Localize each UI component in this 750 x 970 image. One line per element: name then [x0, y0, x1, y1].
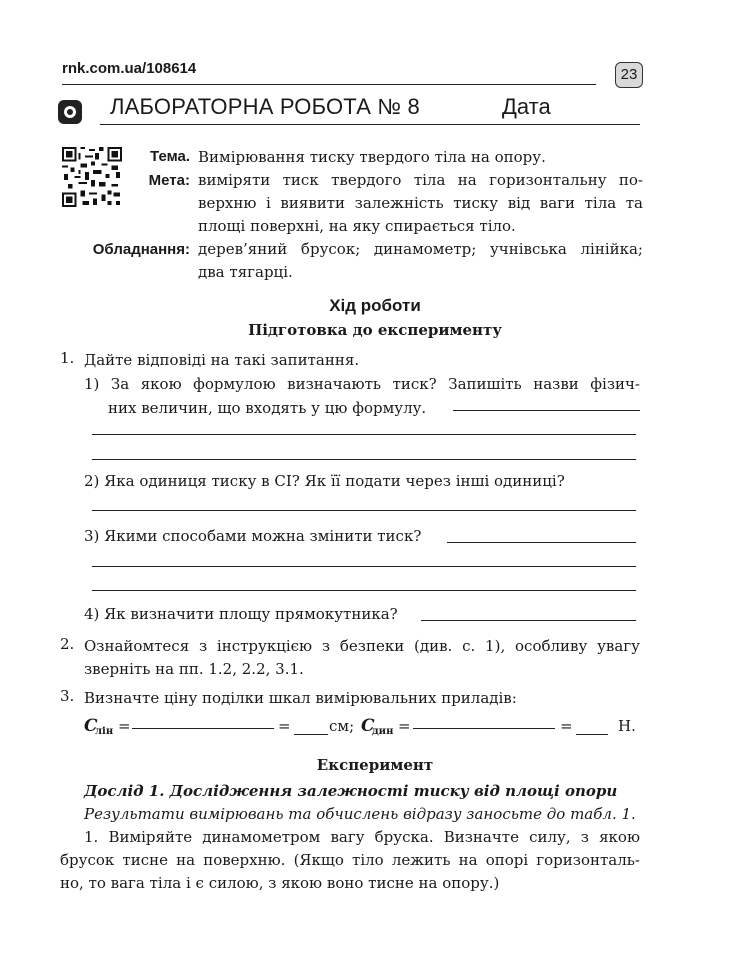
- experiment-1-title: Дослід 1. Дослідження залежності тиску від площі опори: [84, 782, 618, 800]
- equipment-label: Обладнання:: [92, 241, 190, 258]
- question-3: Визначте ціну поділки шкал вимірювальних приладів:: [84, 689, 517, 707]
- question-2-line: Ознайомтеся з інструкцією з безпеки (див. с. 1), особливу увагу: [84, 637, 640, 655]
- question-1-1-line: них величин, що входять у цю формулу.: [108, 399, 427, 417]
- answer-line[interactable]: [294, 734, 328, 735]
- equipment-line: дерев’яний брусок; динамометр; учнівська лінійка;: [198, 240, 643, 258]
- answer-line[interactable]: [92, 590, 636, 591]
- topic-label: Тема.: [150, 148, 190, 165]
- answer-line[interactable]: [576, 734, 608, 735]
- unit-label: Н.: [618, 717, 636, 735]
- title-rule: [100, 124, 640, 125]
- qr-code-icon[interactable]: [62, 146, 122, 208]
- goal-text: [198, 169, 643, 238]
- formula-subscript: дин: [372, 726, 394, 737]
- question-1-3: 3) Якими способами можна змінити тиск?: [84, 527, 422, 545]
- lab-title: ЛАБОРАТОРНА РОБОТА № 8: [110, 94, 420, 119]
- step-1-line: брусок тисне на поверхню. (Якщо тіло лежить на опорі горизонталь-: [60, 851, 640, 869]
- experiment-heading: Експеримент: [316, 756, 434, 774]
- answer-line[interactable]: [92, 434, 636, 435]
- date-label: Дата: [502, 94, 551, 119]
- step-1-line: 1. Виміряйте динамометром вагу бруска. Визначте силу, з якою: [84, 828, 640, 846]
- goal-line: верхню і виявити залежність тиску від ваги тіла та: [198, 194, 643, 212]
- topic-text: Вимірювання тиску твердого тіла на опору.: [198, 148, 546, 166]
- answer-line[interactable]: [132, 728, 274, 729]
- equals-sign: =: [560, 717, 573, 735]
- equipment-text: [198, 238, 643, 284]
- page-number-badge: 23: [615, 62, 643, 88]
- site-url: rnk.com.ua/108614: [62, 60, 197, 77]
- question-1-1-line: 1) За якою формулою визначають тиск? Запишіть назви фізич-: [84, 375, 640, 393]
- goal-label: Мета:: [148, 172, 190, 189]
- answer-line[interactable]: [92, 459, 636, 460]
- step-1-line: но, то вага тіла і є силою, з якою воно тисне на опору.): [60, 874, 500, 892]
- formula-subscript: лін: [95, 726, 114, 737]
- question-1-4: 4) Як визначити площу прямокутника?: [84, 605, 398, 623]
- answer-line[interactable]: [453, 410, 640, 411]
- item-number: 3.: [60, 687, 75, 705]
- answer-line[interactable]: [92, 566, 636, 567]
- answer-line[interactable]: [413, 728, 555, 729]
- preparation-subheading: Підготовка до експерименту: [248, 321, 502, 339]
- equals-sign: =: [118, 717, 131, 735]
- formula-row: [84, 716, 644, 742]
- formula-symbol: C: [84, 716, 98, 736]
- answer-line[interactable]: [92, 510, 636, 511]
- question-1: Дайте відповіді на такі запитання.: [84, 351, 360, 369]
- procedure-heading: Хід роботи: [329, 296, 421, 315]
- item-number: 1.: [60, 349, 75, 367]
- equipment-line: два тягарці.: [198, 263, 293, 281]
- answer-line[interactable]: [447, 542, 636, 543]
- formula-symbol: C: [361, 716, 375, 736]
- question-2-line: зверніть на пп. 1.2, 2.2, 3.1.: [84, 660, 304, 678]
- record-bullet-icon: [58, 100, 82, 124]
- results-note: Результати вимірювань та обчислень відразу заносьте до табл. 1.: [84, 805, 636, 823]
- unit-label: см;: [329, 717, 355, 735]
- goal-line: виміряти тиск твердого тіла на горизонтальну по-: [198, 171, 643, 189]
- header-rule: [62, 84, 596, 85]
- answer-line[interactable]: [421, 620, 636, 621]
- question-1-2: 2) Яка одиниця тиску в СІ? Як її подати через інші одиниці?: [84, 472, 565, 490]
- item-number: 2.: [60, 635, 75, 653]
- equals-sign: =: [278, 717, 291, 735]
- goal-line: площі поверхні, на яку спирається тіло.: [198, 217, 516, 235]
- equals-sign: =: [398, 717, 411, 735]
